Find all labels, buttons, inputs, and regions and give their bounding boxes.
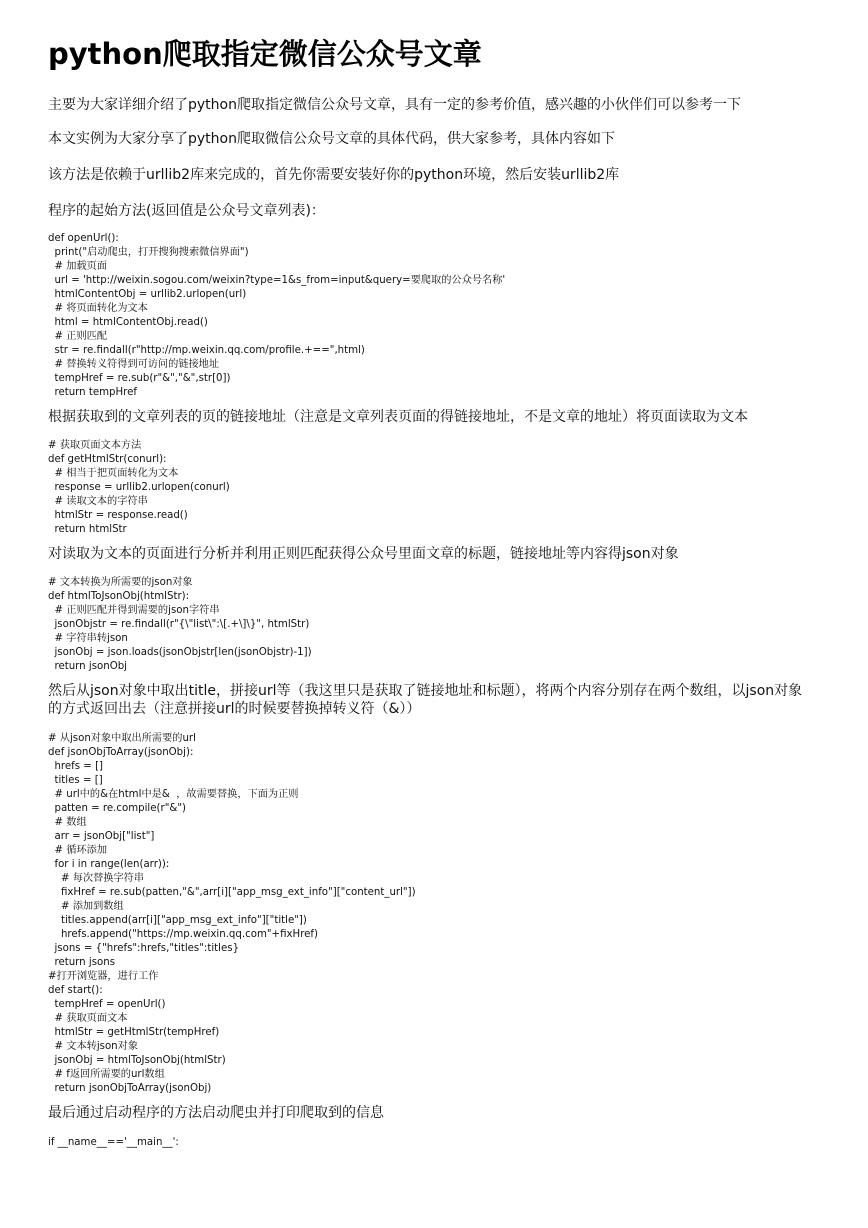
code-line: # 字符串转json bbox=[48, 633, 128, 644]
code-line: # 读取文本的字符串 bbox=[48, 496, 148, 507]
code-line: html = htmlContentObj.read() bbox=[48, 317, 208, 328]
code-line: def start(): bbox=[48, 985, 103, 996]
code-block-gethtmlstr bbox=[48, 439, 812, 537]
code-line: return jsons bbox=[48, 957, 115, 968]
code-line: # 相当于把页面转化为文本 bbox=[48, 468, 179, 479]
code-line: hrefs = [] bbox=[48, 761, 104, 772]
code-line: if __name__=='__main__': bbox=[48, 1137, 179, 1148]
code-line: fixHref = re.sub(patten,"&",arr[i]["app_msg_ext_info"]["content_url"]) bbox=[48, 887, 416, 898]
code-line: jsonObjstr = re.findall(r"{\"list\":\[.+\]\}", htmlStr) bbox=[48, 619, 310, 630]
code-line: # 替换转义符得到可访问的链接地址 bbox=[48, 359, 220, 370]
code-line: # 获取页面文本方法 bbox=[48, 440, 142, 451]
code-line: htmlStr = getHtmlStr(tempHref) bbox=[48, 1027, 220, 1038]
code-line: response = urllib2.urlopen(conurl) bbox=[48, 482, 230, 493]
code-line: # f返回所需要的url数组 bbox=[48, 1069, 165, 1080]
code-line: print("启动爬虫，打开搜狗搜索微信界面") bbox=[48, 247, 249, 258]
code-line: patten = re.compile(r"&") bbox=[48, 803, 186, 814]
code-line: return tempHref bbox=[48, 387, 137, 398]
start-method-paragraph: 程序的起始方法(返回值是公众号文章列表)： bbox=[48, 203, 325, 219]
code-line: jsonObj = htmlToJsonObj(htmlStr) bbox=[48, 1055, 226, 1066]
code-line: # 添加到数组 bbox=[48, 901, 124, 912]
code-line: # 将页面转化为文本 bbox=[48, 303, 148, 314]
code-line: # 文本转json对象 bbox=[48, 1041, 139, 1052]
code-line: tempHref = re.sub(r"&","&",str[0]) bbox=[48, 373, 231, 384]
code-line: # url中的&在html中是& ，故需要替换，下面为正则 bbox=[48, 789, 299, 800]
code-block-openurl bbox=[48, 232, 812, 400]
code-line: def htmlToJsonObj(htmlStr): bbox=[48, 591, 190, 602]
code-line: tempHref = openUrl() bbox=[48, 999, 166, 1010]
code-line: return jsonObj bbox=[48, 661, 128, 672]
code-line: # 数组 bbox=[48, 817, 87, 828]
analyze-paragraph: 对读取为文本的页面进行分析并利用正则匹配获得公众号里面文章的标题，链接地址等内容得json对象 bbox=[48, 546, 679, 562]
method-paragraph: 该方法是依赖于urllib2库来完成的，首先你需要安装好你的python环境，然后安装urllib2库 bbox=[48, 167, 620, 183]
code-line: # 正则匹配并得到需要的json字符串 bbox=[48, 605, 220, 616]
code-line: titles.append(arr[i]["app_msg_ext_info"]["title"]) bbox=[48, 915, 307, 926]
code-line: def jsonObjToArray(jsonObj): bbox=[48, 747, 194, 758]
code-line: htmlContentObj = urllib2.urlopen(url) bbox=[48, 289, 247, 300]
gethtml-paragraph: 根据获取到的文章列表的页的链接地址（注意是文章列表页面的得链接地址，不是文章的地址）将页面读取为文本 bbox=[48, 409, 748, 425]
page-title: python爬取指定微信公众号文章 bbox=[48, 37, 482, 71]
code-line: return htmlStr bbox=[48, 524, 127, 535]
code-line: # 正则匹配 bbox=[48, 331, 108, 342]
code-line: jsons = {"hrefs":hrefs,"titles":titles} bbox=[48, 943, 240, 954]
code-line: arr = jsonObj["list"] bbox=[48, 831, 155, 842]
code-line: htmlStr = response.read() bbox=[48, 510, 188, 521]
code-line: # 循环添加 bbox=[48, 845, 108, 856]
code-line: # 从json对象中取出所需要的url bbox=[48, 733, 196, 744]
code-line: # 加载页面 bbox=[48, 261, 108, 272]
final-paragraph: 最后通过启动程序的方法启动爬虫并打印爬取到的信息 bbox=[48, 1105, 384, 1121]
code-line: hrefs.append("https://mp.weixin.qq.com"+fixHref) bbox=[48, 929, 318, 940]
extract-paragraph: 然后从json对象中取出title，拼接url等（我这里只是获取了链接地址和标题），将两个内容分别存在两个数组，以json对象的方式返回出去（注意拼接url的时候要替换掉转义符（&）） bbox=[48, 683, 803, 717]
code-line: # 文本转换为所需要的json对象 bbox=[48, 577, 193, 588]
code-line: for i in range(len(arr)): bbox=[48, 859, 170, 870]
code-line: #打开浏览器，进行工作 bbox=[48, 971, 159, 982]
code-block-jsonobjtoarray bbox=[48, 732, 812, 1096]
code-line: titles = [] bbox=[48, 775, 103, 786]
code-line: # 获取页面文本 bbox=[48, 1013, 128, 1024]
code-line: # 每次替换字符串 bbox=[48, 873, 145, 884]
code-line: def openUrl(): bbox=[48, 233, 119, 244]
intro-paragraph: 本文实例为大家分享了python爬取微信公众号文章的具体代码，供大家参考，具体内容如下 bbox=[48, 131, 615, 147]
code-block-main bbox=[48, 1136, 812, 1150]
summary-paragraph: 主要为大家详细介绍了python爬取指定微信公众号文章，具有一定的参考价值，感兴趣的小伙伴们可以参考一下 bbox=[48, 97, 741, 113]
code-line: jsonObj = json.loads(jsonObjstr[len(jsonObjstr)-1]) bbox=[48, 647, 312, 658]
code-line: return jsonObjToArray(jsonObj) bbox=[48, 1083, 212, 1094]
code-line: def getHtmlStr(conurl): bbox=[48, 454, 167, 465]
code-block-htmltojsonobj bbox=[48, 576, 812, 674]
code-line: url = 'http://weixin.sogou.com/weixin?type=1&s_from=input&query=要爬取的公众号名称' bbox=[48, 275, 506, 286]
code-line: str = re.findall(r"http://mp.weixin.qq.com/profile.+==",html) bbox=[48, 345, 365, 356]
